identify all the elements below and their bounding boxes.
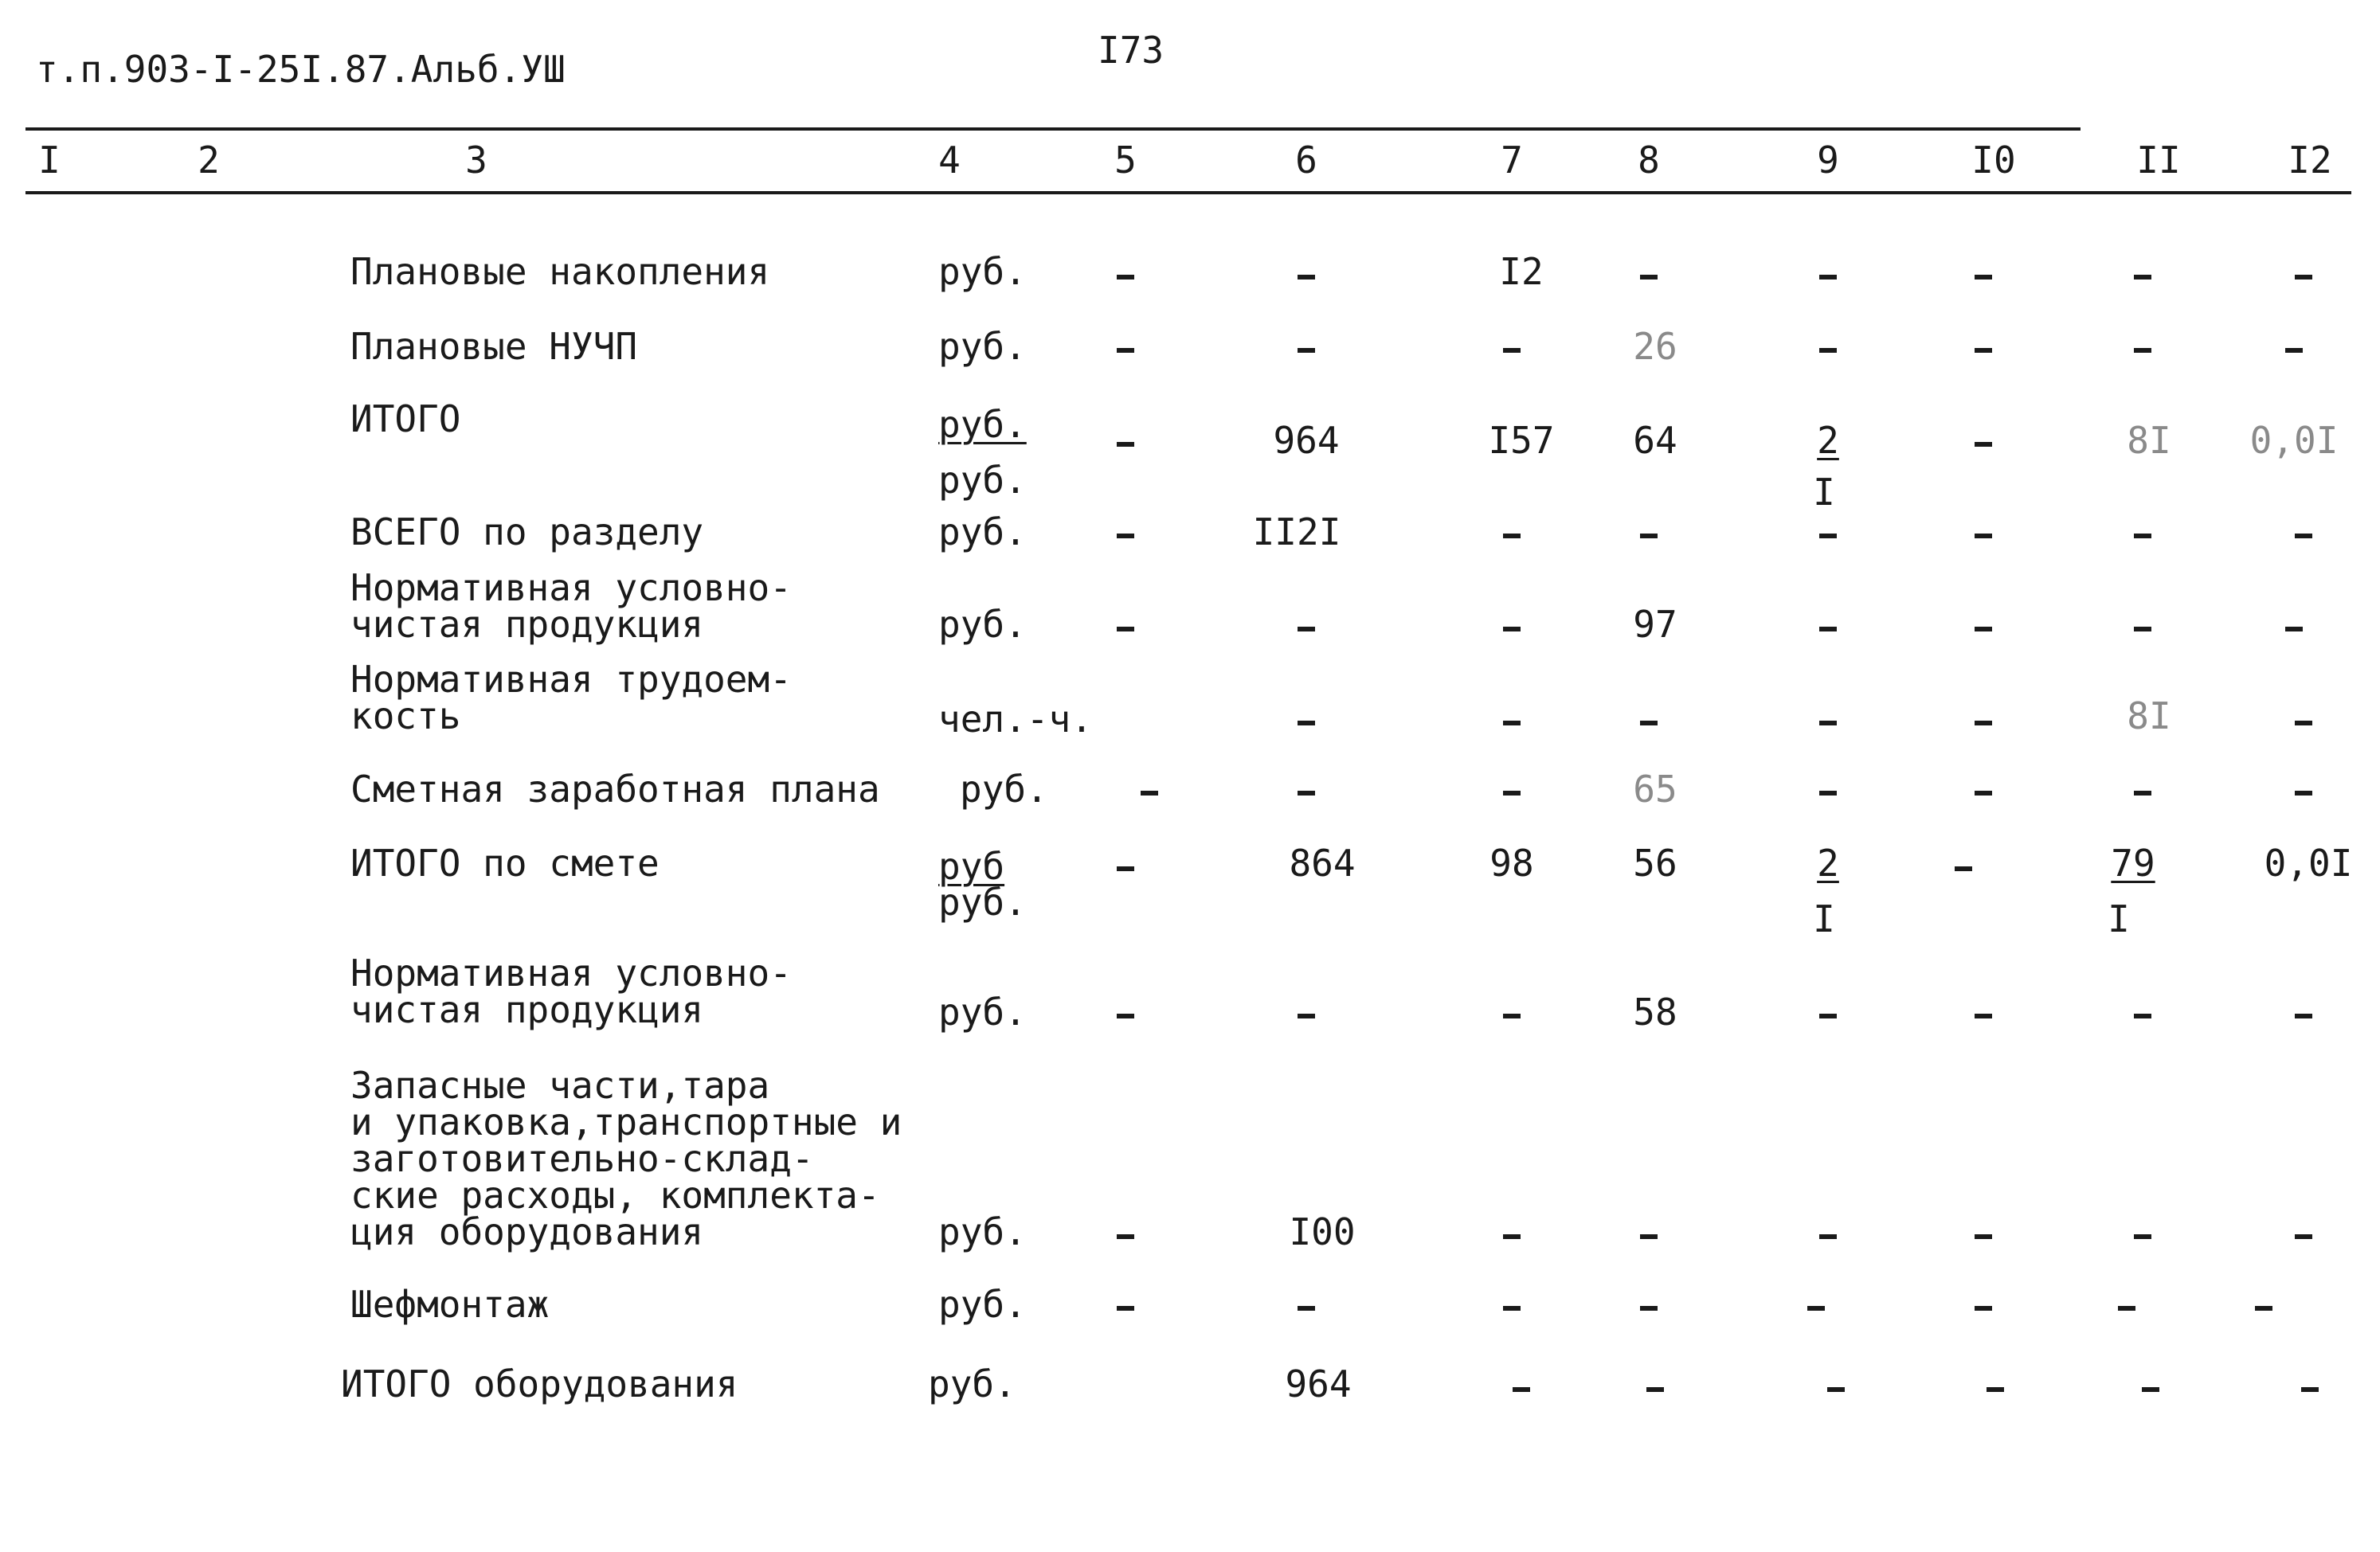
empty-cell-dash [1298,627,1315,631]
empty-cell-dash [1503,1306,1521,1311]
unit-cell: чел.-ч. [938,698,1093,741]
value-cell: 964 [1273,419,1340,462]
empty-cell-dash [2295,721,2312,725]
empty-cell-dash [1975,275,1992,280]
empty-cell-dash [2295,534,2312,538]
value-cell: I2 [1499,250,1544,293]
row-label: Сметная заработная плана [350,768,880,811]
empty-cell-dash [1298,348,1315,353]
empty-cell-dash [1298,275,1315,280]
row-label-line: и упаковка,транспортные и [350,1100,902,1143]
unit-numerator: руб. [938,403,1027,446]
empty-cell-dash [2134,275,2151,280]
empty-cell-dash [1987,1387,2004,1392]
value-cell: 8I [2127,694,2171,737]
row-label-line: заготовительно-склад- [350,1137,814,1180]
column-header: 5 [1114,139,1137,182]
empty-cell-dash [1807,1306,1825,1311]
page-number: I73 [1098,29,1165,72]
row-label: ИТОГО по смете [350,842,660,885]
empty-cell-dash [2118,1306,2135,1311]
row-label: Шефмонтаж [350,1283,550,1326]
value-cell: II2I [1252,510,1341,553]
row-label: ВСЕГО по разделу [350,510,704,553]
empty-cell-dash [1975,348,1992,353]
empty-cell-dash [1646,1387,1664,1392]
empty-cell-dash [1640,1306,1658,1311]
value-cell: 97 [1633,603,1677,646]
empty-cell-dash [2295,275,2312,280]
empty-cell-dash [1819,721,1837,725]
unit-cell: руб. [938,325,1027,368]
empty-cell-dash [1819,791,1837,796]
fraction-numerator: 2 [1817,419,1839,462]
column-header: 7 [1501,139,1523,182]
empty-cell-dash [1298,1306,1315,1311]
empty-cell-dash [2142,1387,2159,1392]
row-label-line: Нормативная трудоем- [350,658,792,701]
column-header: 9 [1817,139,1839,182]
empty-cell-dash [1503,791,1521,796]
empty-cell-dash [1298,1014,1315,1018]
empty-cell-dash [2295,1014,2312,1018]
empty-cell-dash [1503,534,1521,538]
value-cell: 0,0I [2249,419,2339,462]
empty-cell-dash [1117,1306,1134,1311]
empty-cell-dash [1819,534,1837,538]
empty-cell-dash [1975,627,1992,631]
empty-cell-dash [1640,275,1658,280]
column-header: I0 [1971,139,2016,182]
header-top-rule [25,127,2081,131]
unit-cell: руб. [938,991,1027,1034]
unit-cell: руб. [938,1210,1027,1253]
empty-cell-dash [1117,275,1134,280]
document-reference: т.п.903-I-25I.87.Альб.УШ [36,48,566,91]
header-bottom-rule [25,191,2351,194]
empty-cell-dash [1975,721,1992,725]
empty-cell-dash [2301,1387,2319,1392]
value-cell: 98 [1489,842,1534,885]
empty-cell-dash [1503,721,1521,725]
unit-cell: руб. [960,768,1048,811]
empty-cell-dash [1117,442,1134,447]
row-label-line: чистая продукция [350,988,704,1031]
unit-numerator: руб [938,845,1005,888]
unit-cell: руб. [938,603,1027,646]
fraction-denominator: I [2108,897,2130,940]
empty-cell-dash [1503,1234,1521,1239]
empty-cell-dash [2134,791,2151,796]
fraction-numerator: 79 [2111,842,2155,885]
value-cell: I57 [1488,419,1555,462]
unit-cell: руб. [938,510,1027,553]
empty-cell-dash [1640,721,1658,725]
unit-denominator: руб. [938,881,1027,924]
empty-cell-dash [1141,791,1158,796]
row-label: Плановые накопления [350,250,770,293]
empty-cell-dash [1819,1234,1837,1239]
empty-cell-dash [1117,1234,1134,1239]
column-header: 4 [938,139,961,182]
unit-cell: руб. [938,1283,1027,1326]
empty-cell-dash [2285,627,2303,631]
empty-cell-dash [2295,791,2312,796]
value-cell: 56 [1633,842,1677,885]
column-header: I [38,139,61,182]
column-header: 3 [465,139,487,182]
empty-cell-dash [2134,1234,2151,1239]
empty-cell-dash [2295,1234,2312,1239]
empty-cell-dash [1117,627,1134,631]
empty-cell-dash [2285,348,2303,353]
empty-cell-dash [1975,442,1992,447]
value-cell: 964 [1285,1362,1352,1405]
empty-cell-dash [1975,791,1992,796]
empty-cell-dash [1503,627,1521,631]
unit-cell: руб. [928,1362,1016,1405]
empty-cell-dash [1640,534,1658,538]
empty-cell-dash [1117,534,1134,538]
value-cell: 26 [1633,325,1677,368]
row-label: Плановые НУЧП [350,325,638,368]
value-cell: 58 [1633,991,1677,1034]
empty-cell-dash [1975,1234,1992,1239]
row-label-line: Нормативная условно- [350,952,792,995]
row-label-line: кость [350,694,461,737]
empty-cell-dash [1819,1014,1837,1018]
value-cell: 64 [1633,419,1677,462]
empty-cell-dash [1819,348,1837,353]
empty-cell-dash [2134,627,2151,631]
empty-cell-dash [1513,1387,1530,1392]
value-cell: 864 [1289,842,1356,885]
value-cell: I00 [1289,1210,1356,1253]
row-label: ИТОГО оборудования [341,1362,738,1405]
value-cell: 0,0I [2264,842,2353,885]
row-label-line: ция оборудования [350,1210,704,1253]
fraction-denominator: I [1813,897,1835,940]
empty-cell-dash [2255,1306,2272,1311]
column-header: I2 [2288,139,2332,182]
empty-cell-dash [1503,348,1521,353]
unit-cell: руб. [938,250,1027,293]
unit-denominator: руб. [938,459,1027,502]
column-header: 6 [1295,139,1317,182]
empty-cell-dash [1975,534,1992,538]
row-label: ИТОГО [350,397,461,440]
empty-cell-dash [1117,1014,1134,1018]
value-cell: 65 [1633,768,1677,811]
empty-cell-dash [1298,721,1315,725]
fraction-denominator: I [1813,471,1835,514]
empty-cell-dash [2134,534,2151,538]
empty-cell-dash [2134,348,2151,353]
row-label-line: ские расходы, комплекта- [350,1174,880,1217]
fraction-numerator: 2 [1817,842,1839,885]
empty-cell-dash [1503,1014,1521,1018]
empty-cell-dash [1975,1014,1992,1018]
empty-cell-dash [1955,866,1972,871]
column-header: 2 [198,139,220,182]
column-header: 8 [1638,139,1660,182]
empty-cell-dash [1117,866,1134,871]
empty-cell-dash [1827,1387,1845,1392]
column-header: II [2136,139,2181,182]
empty-cell-dash [2134,1014,2151,1018]
empty-cell-dash [1975,1306,1992,1311]
empty-cell-dash [1819,275,1837,280]
empty-cell-dash [1819,627,1837,631]
empty-cell-dash [1640,1234,1658,1239]
row-label-line: Нормативная условно- [350,566,792,609]
empty-cell-dash [1117,348,1134,353]
value-cell: 8I [2127,419,2171,462]
empty-cell-dash [1298,791,1315,796]
row-label-line: Запасные части,тара [350,1064,770,1107]
row-label-line: чистая продукция [350,603,704,646]
